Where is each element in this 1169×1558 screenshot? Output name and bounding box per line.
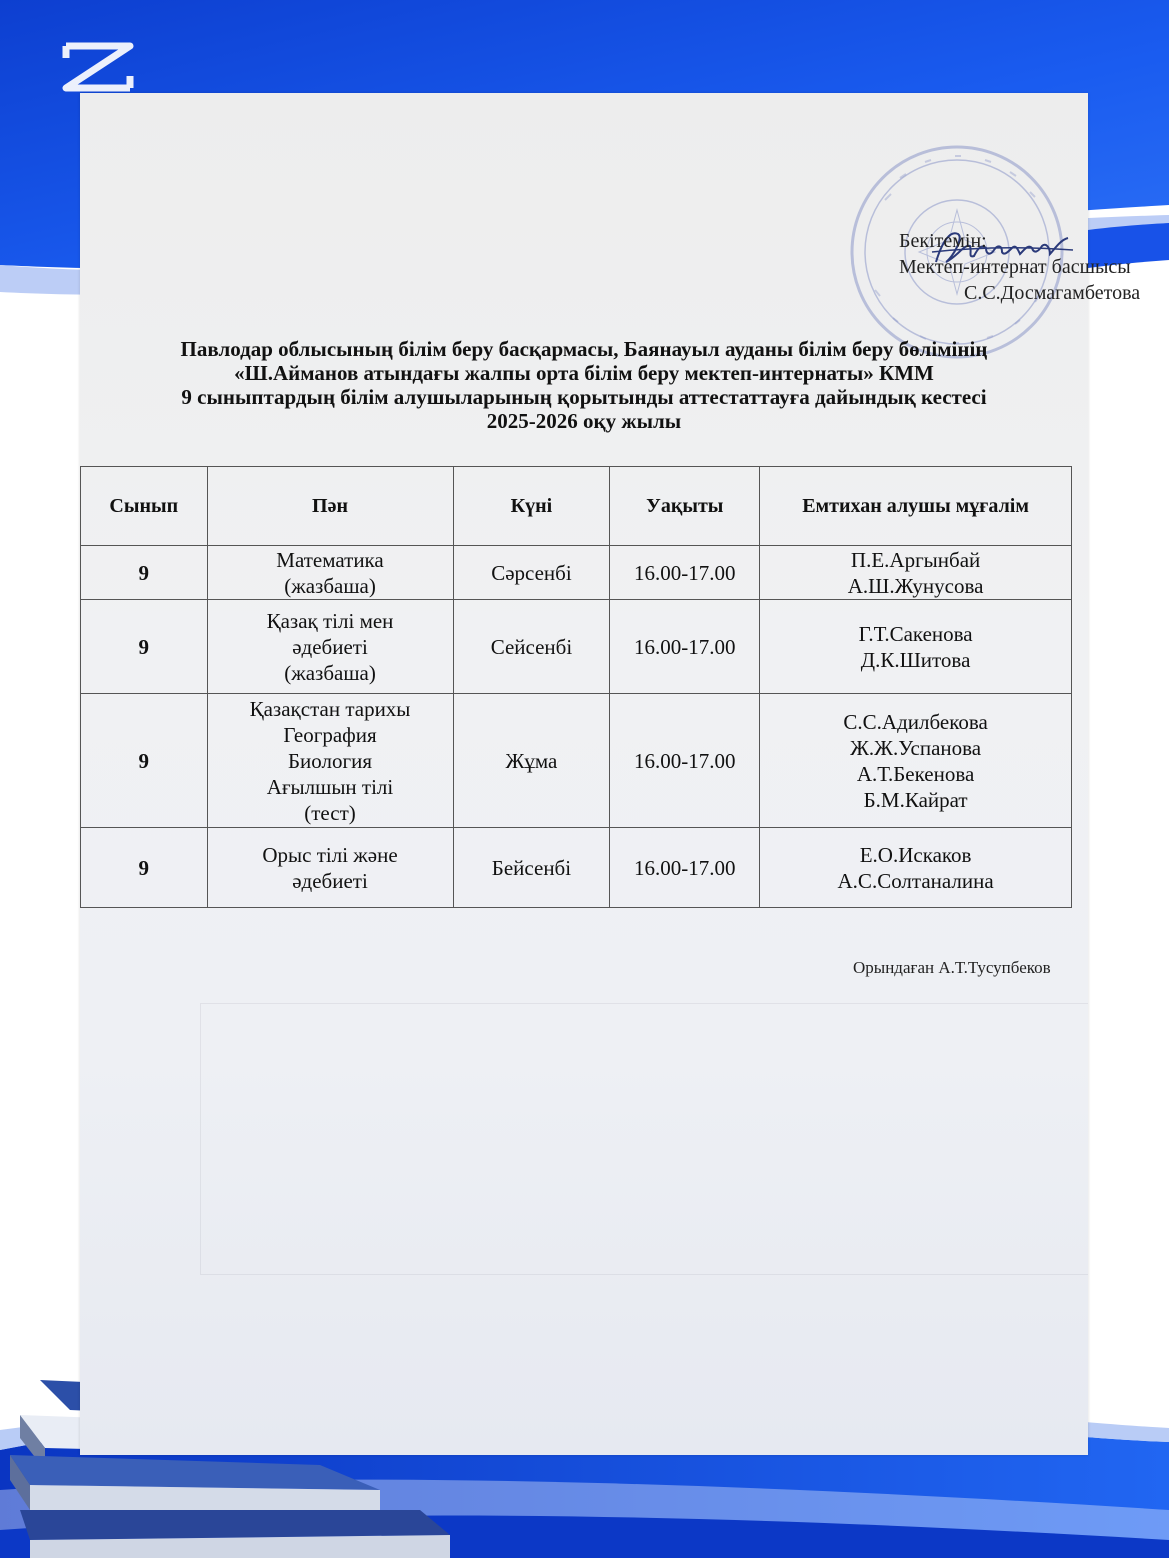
teacher-name: А.Т.Бекенова	[856, 761, 975, 786]
subject-line: Қазақ тілі мен	[266, 608, 394, 633]
cell-time: 16.00-17.00	[610, 600, 760, 694]
approval-position: Мектеп-интернат басшысы	[899, 256, 1131, 278]
header-time: Уақыты	[610, 467, 760, 546]
table-row	[81, 694, 1072, 828]
cell-teachers	[760, 546, 1072, 600]
header-teacher: Емтихан алушы мұғалім	[760, 467, 1072, 546]
executor-note: Орындаған А.Т.Тусупбеков	[853, 958, 1051, 977]
cell-grade: 9	[81, 694, 208, 828]
subject-line: әдебиеті	[292, 868, 368, 893]
subject-line: Орыс тілі және	[262, 842, 398, 867]
table-row	[81, 546, 1072, 600]
capcut-logo-icon	[60, 40, 136, 94]
heading-line-3: 9 сыныптардың білім алушыларының қорытынды аттестаттауға дайындық кестесі	[181, 385, 987, 409]
cell-subject	[207, 828, 453, 908]
header-grade: Сынып	[81, 467, 208, 546]
heading-line-4: 2025-2026 оқу жылы	[486, 409, 682, 433]
cell-day: Жұма	[453, 694, 610, 828]
subject-line: Биология	[288, 748, 373, 773]
table-header-row	[81, 467, 1072, 546]
approval-block	[889, 228, 1169, 306]
teacher-name: Д.К.Шитова	[860, 647, 971, 672]
cell-day: Сәрсенбі	[453, 546, 610, 600]
subject-line: Ағылшын тілі	[266, 774, 394, 799]
cell-subject	[207, 600, 453, 694]
cell-time: 16.00-17.00	[610, 546, 760, 600]
teacher-name: А.С.Солтаналина	[837, 868, 994, 893]
teacher-name: Г.Т.Сакенова	[858, 621, 973, 646]
cell-teachers	[760, 600, 1072, 694]
approval-label: Бекітемін:	[899, 230, 987, 252]
teacher-name: П.Е.Аргынбай	[850, 547, 981, 572]
header-subject: Пән	[207, 467, 453, 546]
cell-grade: 9	[81, 600, 208, 694]
cell-subject	[207, 546, 453, 600]
teacher-name: Б.М.Кайрат	[863, 787, 968, 812]
teacher-name: Е.О.Искаков	[859, 842, 972, 867]
cell-day: Сейсенбі	[453, 600, 610, 694]
header-day: Күні	[453, 467, 610, 546]
heading-line-1: Павлодар облысының білім беру басқармасы, Баянауыл ауданы білім беру бөлімінің	[180, 337, 988, 361]
cell-day: Бейсенбі	[453, 828, 610, 908]
cell-teachers	[760, 694, 1072, 828]
subject-line: Қазақстан тарихы	[249, 696, 411, 721]
cell-time: 16.00-17.00	[610, 828, 760, 908]
table-row	[81, 828, 1072, 908]
subject-line: (жазбаша)	[284, 660, 376, 685]
teacher-name: С.С.Адилбекова	[843, 709, 988, 734]
teacher-name: Ж.Ж.Успанова	[850, 735, 982, 760]
approval-name: С.С.Досмагамбетова	[964, 282, 1141, 304]
subject-line: (жазбаша)	[284, 573, 376, 598]
teacher-name: А.Ш.Жунусова	[847, 573, 984, 598]
exam-schedule-table	[80, 466, 1072, 908]
cell-time: 16.00-17.00	[610, 694, 760, 828]
cell-grade: 9	[81, 546, 208, 600]
document-heading	[80, 337, 1088, 433]
table-row	[81, 600, 1072, 694]
cell-teachers	[760, 828, 1072, 908]
faint-backthrough-table	[200, 1003, 1088, 1275]
heading-line-2: «Ш.Айманов атындағы жалпы орта білім беру мектеп-интернаты» КММ	[234, 361, 934, 385]
subject-line: География	[283, 722, 377, 747]
subject-line: әдебиеті	[292, 634, 368, 659]
cell-subject	[207, 694, 453, 828]
subject-line: (тест)	[304, 800, 356, 825]
subject-line: Математика	[276, 547, 384, 572]
cell-grade: 9	[81, 828, 208, 908]
